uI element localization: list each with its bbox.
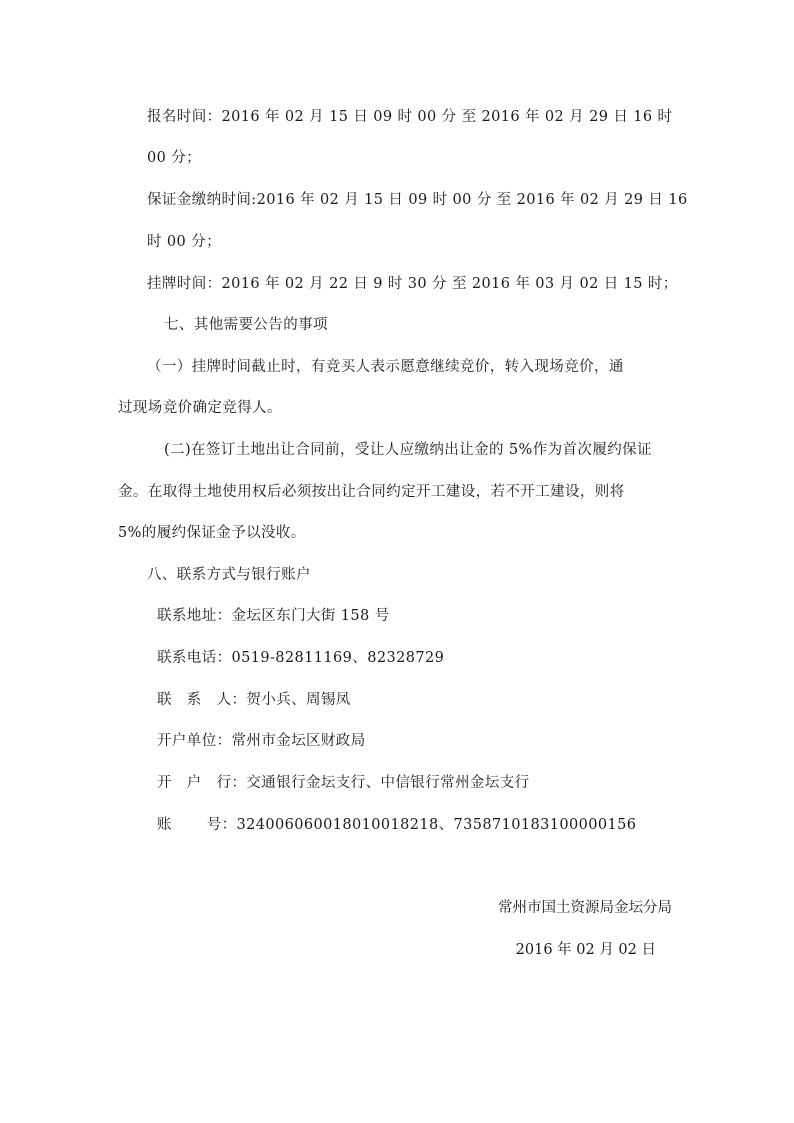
contact-address: 联系地址：金坛区东门大街 158 号 (157, 608, 390, 624)
account-unit: 开户单位：常州市金坛区财政局 (157, 733, 366, 749)
contact-phone: 联系电话：0519-82811169、82328729 (157, 650, 445, 666)
section7-item2-line2: 金。在取得土地使用权后必须按出让合同约定开工建设，若不开工建设，则将 (118, 484, 625, 500)
section7-item2-line3: 5%的履约保证金予以没收。 (118, 525, 306, 541)
listing-time: 挂牌时间：2016 年 02 月 22 日 9 时 30 分 至 2016 年 03 月 02 日 15 时； (147, 276, 678, 292)
section7-item2-line1: (二)在签订土地出让合同前，受让人应缴纳出让金的 5%作为首次履约保证 (164, 442, 652, 458)
section7-heading: 七、其他需要公告的事项 (164, 317, 328, 333)
issuing-organization: 常州市国土资源局金坛分局 (498, 900, 672, 916)
issue-date: 2016 年 02 月 02 日 (515, 942, 656, 958)
account-number: 账 号：324006060018010018218、7358710183100000156 (157, 817, 637, 833)
deposit-time-line2: 时 00 分； (147, 234, 221, 250)
deposit-time-line1: 保证金缴纳时间:2016 年 02 月 15 日 09 时 00 分 至 2016 年 02 月 29 日 16 (147, 192, 688, 208)
registration-time-line1: 报名时间：2016 年 02 月 15 日 09 时 00 分 至 2016 年 02 月 29 日 16 时 (147, 109, 673, 125)
bank-name: 开 户 行：交通银行金坛支行、中信银行常州金坛支行 (157, 775, 530, 791)
section7-item1-line1: （一）挂牌时间截止时，有竞买人表示愿意继续竞价，转入现场竞价，通 (147, 359, 624, 375)
section8-heading: 八、联系方式与银行账户 (147, 567, 311, 583)
registration-time-line2: 00 分； (147, 150, 202, 166)
contact-person: 联 系 人：贺小兵、周锡凤 (157, 692, 351, 708)
section7-item1-line2: 过现场竞价确定竞得人。 (118, 400, 282, 416)
